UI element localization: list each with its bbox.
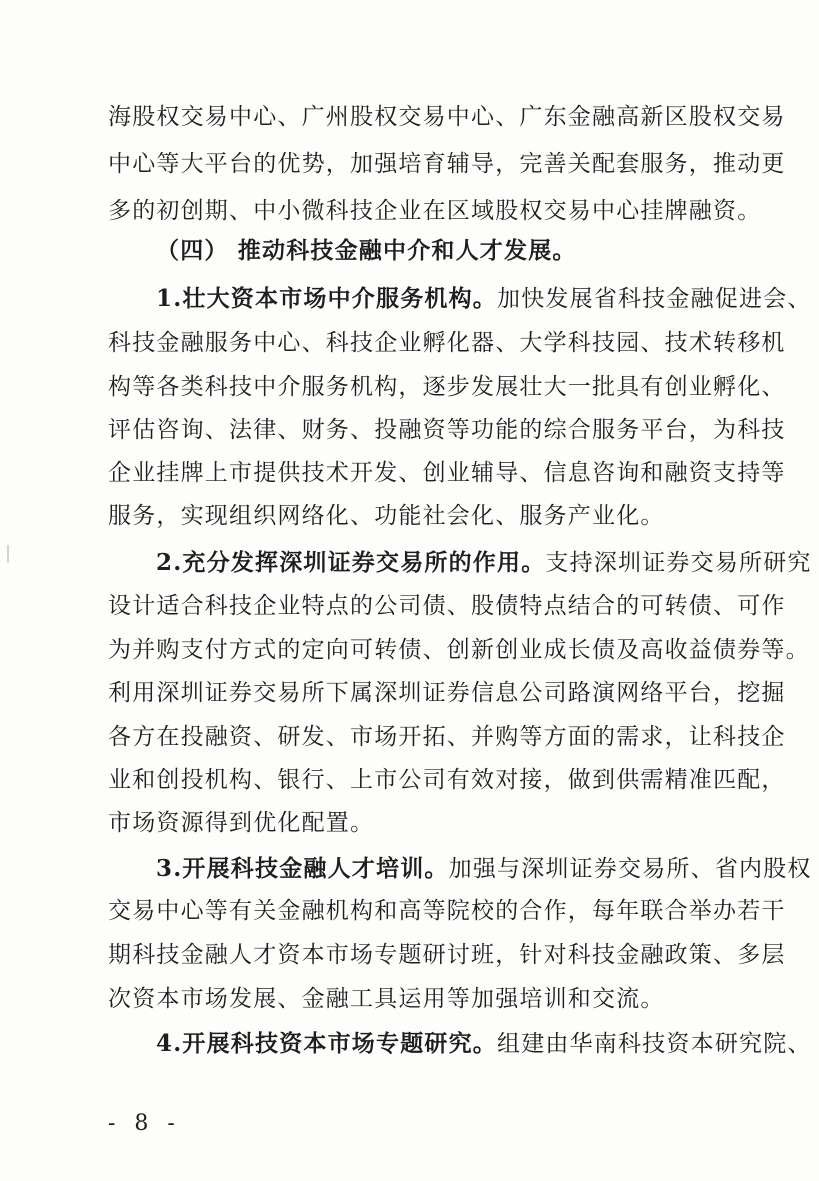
paragraph-text: 支持深圳证券交易所研究: [545, 550, 812, 576]
paragraph-text: 加快发展省科技金融促进会、: [497, 286, 812, 312]
body-line: 市场资源得到优化配置。: [108, 810, 375, 836]
paragraph-text: 组建由华南科技资本研究院、: [497, 1031, 812, 1057]
body-line: 设计适合科技企业特点的公司债、股债特点结合的可转债、可作: [108, 593, 786, 619]
body-line: 次资本市场发展、金融工具运用等加强培训和交流。: [108, 986, 665, 1012]
paragraph-first-line: [156, 548, 812, 578]
body-line: 企业挂牌上市提供技术开发、创业辅导、信息咨询和融资支持等: [108, 460, 786, 486]
scan-edge-mark: [7, 545, 9, 563]
body-line: 利用深圳证券交易所下属深圳证券信息公司路演网络平台，挖掘: [108, 680, 786, 706]
body-line: 海股权交易中心、广州股权交易中心、广东金融高新区股权交易: [108, 104, 786, 130]
body-line: 科技金融服务中心、科技企业孵化器、大学科技园、技术转移机: [108, 330, 786, 356]
body-line: 业和创投机构、银行、上市公司有效对接，做到供需精准匹配，: [108, 767, 786, 793]
paragraph-first-line: [156, 1029, 812, 1059]
body-line: 多的初创期、中小微科技企业在区域股权交易中心挂牌融资。: [108, 198, 762, 224]
paragraph-title: 4.开展科技资本市场专题研究。: [156, 1030, 498, 1057]
paragraph-first-line: [156, 854, 812, 884]
section-heading: （四） 推动科技金融中介和人才发展。: [156, 237, 577, 264]
body-line: 服务，实现组织网络化、功能社会化、服务产业化。: [108, 503, 665, 529]
page-number: - 8 -: [108, 1111, 181, 1136]
paragraph-title: 3.开展科技金融人才培训。: [156, 855, 449, 882]
paragraph-title: 1.壮大资本市场中介服务机构。: [156, 285, 498, 312]
body-line: 为并购支付方式的定向可转债、创新创业成长债及高收益债券等。: [108, 637, 810, 663]
body-line: 各方在投融资、研发、市场开拓、并购等方面的需求，让科技企: [108, 724, 786, 750]
paragraph-text: 加强与深圳证券交易所、省内股权: [448, 856, 812, 882]
body-line: 构等各类科技中介服务机构，逐步发展壮大一批具有创业孵化、: [108, 374, 786, 400]
body-line: 评估咨询、法律、财务、投融资等功能的综合服务平台，为科技: [108, 417, 786, 443]
paragraph-title: 2.充分发挥深圳证券交易所的作用。: [156, 549, 546, 576]
body-line: 期科技金融人才资本市场专题研讨班，针对科技金融政策、多层: [108, 942, 786, 968]
body-line: 中心等大平台的优势，加强培育辅导，完善关配套服务，推动更: [108, 151, 786, 177]
paragraph-first-line: [156, 284, 812, 314]
body-line: 交易中心等有关金融机构和高等院校的合作，每年联合举办若干: [108, 898, 786, 924]
